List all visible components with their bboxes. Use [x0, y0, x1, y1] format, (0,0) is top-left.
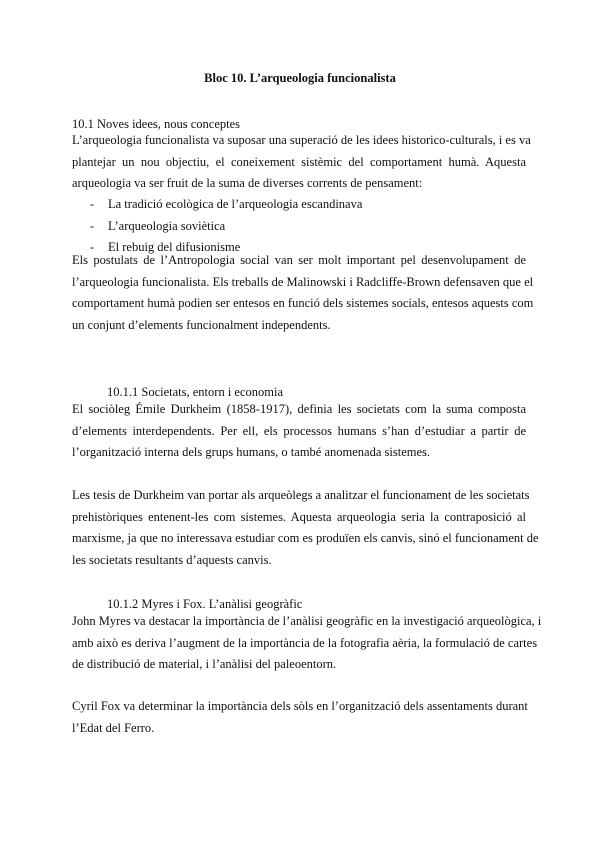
- section-heading-10-1-1: 10.1.1 Societats, entorn i economia: [107, 385, 284, 399]
- text-line: les societats resultants d’aquests canvis.: [72, 552, 272, 567]
- text-line: comportament humà podien ser entesos en funció dels sistemes socials, entesos aquests com: [72, 296, 534, 311]
- section-heading-10-1: 10.1 Noves idees, nous conceptes: [72, 117, 241, 131]
- text-line: l’Edat del Ferro.: [72, 720, 155, 735]
- text-line: l’arqueologia funcionalista. Els treballs de Malinowski i Radcliffe-Brown defensaven que el: [72, 274, 534, 289]
- paragraph-intro: [72, 130, 531, 195]
- paragraph-fox: [72, 696, 526, 739]
- text-line: El sociòleg Émile Durkheim (1858-1917), definia les societats com la suma composta: [72, 402, 526, 416]
- paragraph-myres: [72, 611, 542, 676]
- text-line: l’organització interna dels grups humans, o també anomenada sistemes.: [72, 445, 431, 460]
- text-line: arqueologia va ser fruit de la suma de diverses corrents de pensament:: [72, 176, 423, 191]
- text-line: amb això es deriva l’augment de la importància de la fotografia aèria, la formulació de cartes: [72, 635, 538, 650]
- text-line: un conjunt d’elements funcionalment independents.: [72, 317, 331, 332]
- document-title: Bloc 10. L’arqueologia funcionalista: [204, 71, 396, 85]
- section-heading-10-1-2: 10.1.2 Myres i Fox. L’anàlisi geogràfic: [107, 597, 303, 611]
- text-line: Cyril Fox va determinar la importància dels sòls en l’organització dels assentaments durant: [72, 699, 528, 713]
- paragraph-antropologia: [72, 250, 534, 336]
- bullet-marker: -: [90, 197, 95, 211]
- list-item-text: El rebuig del difusionisme: [108, 240, 241, 255]
- text-line: prehistòriques entenent-les com sistemes. Aquesta arqueologia seria la contraposició al: [72, 509, 526, 524]
- text-line: Els postulats de l’Antropologia social van ser molt important pel desenvolupament de: [72, 253, 526, 267]
- text-line: d’elements interdependents. Per ell, els processos humans s’han d’estudiar a partir de: [72, 423, 526, 438]
- text-line: plantejar un nou objectiu, el coneixement sistèmic del comportament humà. Aquesta: [72, 154, 526, 169]
- list-item: [72, 194, 526, 216]
- text-line: de distribució de material, i l’anàlisi del paleoentorn.: [72, 657, 337, 672]
- text-line: marxisme, ja que no interessava estudiar com es produïen els canvis, sinó el funcionament de: [72, 531, 539, 546]
- paragraph-tesis-durkheim: [72, 485, 539, 571]
- bullet-marker: -: [90, 218, 95, 233]
- text-line: L’arqueologia funcionalista va suposar una superació de les idees historico-culturals, i es va: [72, 133, 531, 147]
- paragraph-durkheim: [72, 399, 526, 464]
- list-item-text: La tradició ecològica de l’arqueologia escandinava: [108, 197, 363, 211]
- list-item: [72, 216, 526, 238]
- text-line: John Myres va destacar la importància de l’anàlisi geogràfic en la investigació arqueològica, i: [72, 614, 542, 628]
- text-line: Les tesis de Durkheim van portar als arqueòlegs a analitzar el funcionament de les societats: [72, 488, 530, 502]
- bullet-marker: -: [90, 240, 95, 255]
- list-item-text: L’arqueologia soviètica: [108, 218, 226, 233]
